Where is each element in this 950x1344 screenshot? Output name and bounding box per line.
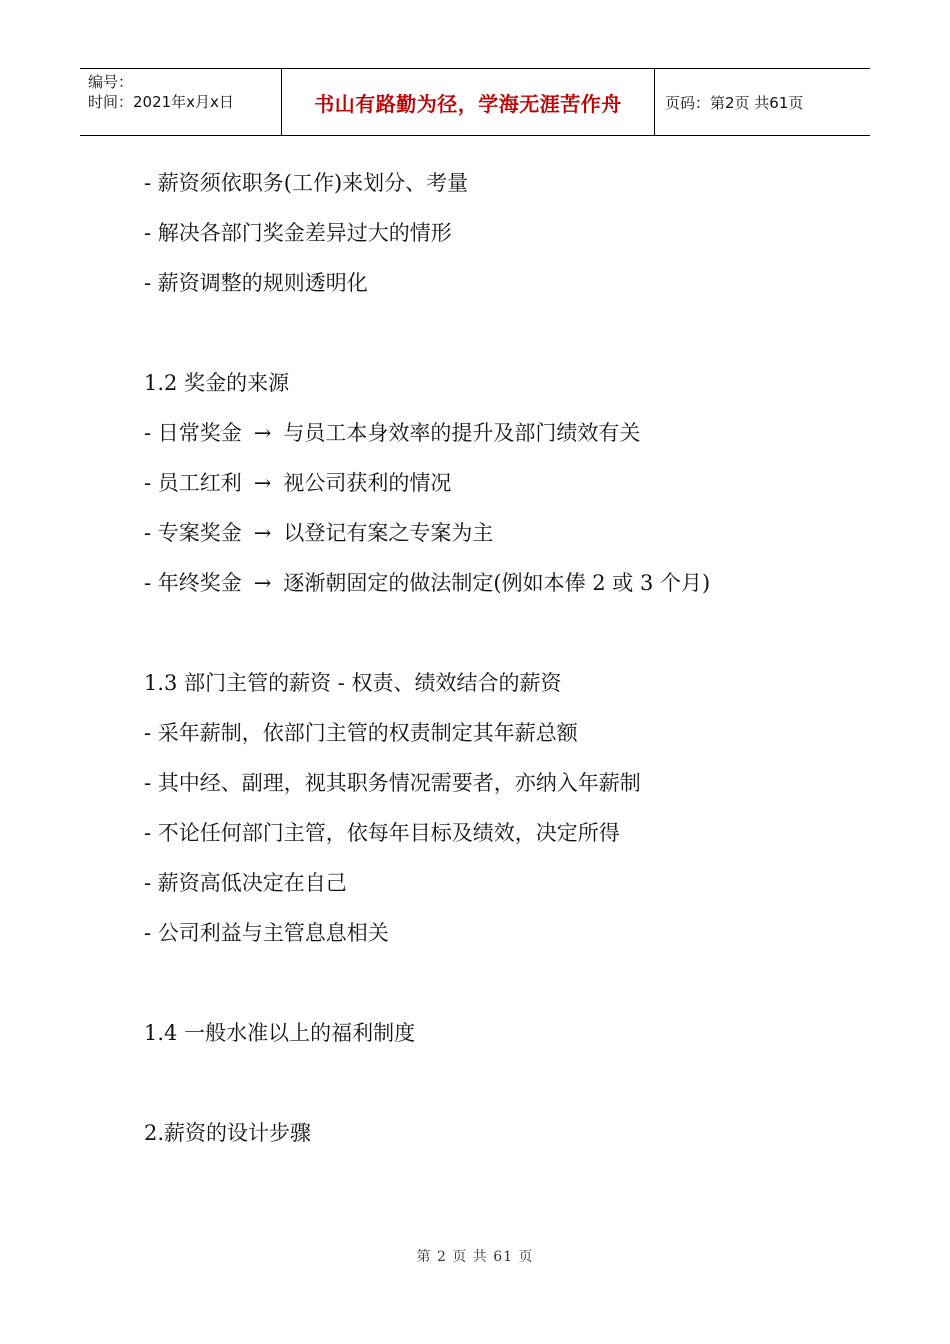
section-heading: 1.3 部门主管的薪资 - 权责、绩效结合的薪资 (144, 671, 562, 695)
bonus-name: - 专案奖金 (144, 521, 242, 545)
bonus-item (144, 568, 864, 618)
arrow-icon: → (253, 421, 272, 445)
arrow-icon: → (253, 571, 272, 595)
bullet-item: - 薪资高低决定在自己 (144, 871, 347, 895)
bonus-name: - 日常奖金 (144, 421, 242, 445)
arrow-icon: → (253, 471, 272, 495)
bonus-description: 逐渐朝固定的做法制定(例如本俸 2 或 3 个月) (283, 571, 711, 595)
doc-date: 时间：2021年x月x日 (88, 93, 234, 111)
section-heading: 2.薪资的设计步骤 (144, 1121, 312, 1145)
section-heading: 1.4 一般水准以上的福利制度 (144, 1021, 416, 1045)
bullet-item: - 其中经、副理，视其职务情况需要者，亦纳入年薪制 (144, 771, 641, 795)
bonus-item (144, 418, 864, 468)
document-header (80, 68, 870, 136)
bonus-item (144, 468, 864, 518)
bullet-item: - 公司利益与主管息息相关 (144, 921, 389, 945)
bullet-item: - 不论任何部门主管，依每年目标及绩效，决定所得 (144, 821, 620, 845)
header-meta (80, 69, 282, 135)
bullet-item: - 解决各部门奖金差异过大的情形 (144, 221, 452, 245)
header-motto: 书山有路勤为径，学海无涯苦作舟 (282, 69, 655, 135)
arrow-icon: → (253, 521, 272, 545)
bonus-name: - 员工红利 (144, 471, 242, 495)
bullet-item: - 薪资须依职务(工作)来划分、考量 (144, 171, 469, 195)
section-heading: 1.2 奖金的来源 (144, 371, 290, 395)
bullet-item: - 薪资调整的规则透明化 (144, 271, 368, 295)
bullet-item: - 采年薪制，依部门主管的权责制定其年薪总额 (144, 721, 578, 745)
page-footer: 第 2 页 共 61 页 (416, 1249, 534, 1265)
document-body (144, 168, 864, 1168)
header-page-info: 页码：第2页 共61页 (665, 93, 804, 112)
bonus-name: - 年终奖金 (144, 571, 242, 595)
bonus-description: 视公司获利的情况 (283, 471, 452, 495)
bonus-description: 以登记有案之专案为主 (283, 521, 494, 545)
bonus-item (144, 518, 864, 568)
doc-number-label: 编号： (88, 73, 134, 91)
bonus-description: 与员工本身效率的提升及部门绩效有关 (283, 421, 641, 445)
